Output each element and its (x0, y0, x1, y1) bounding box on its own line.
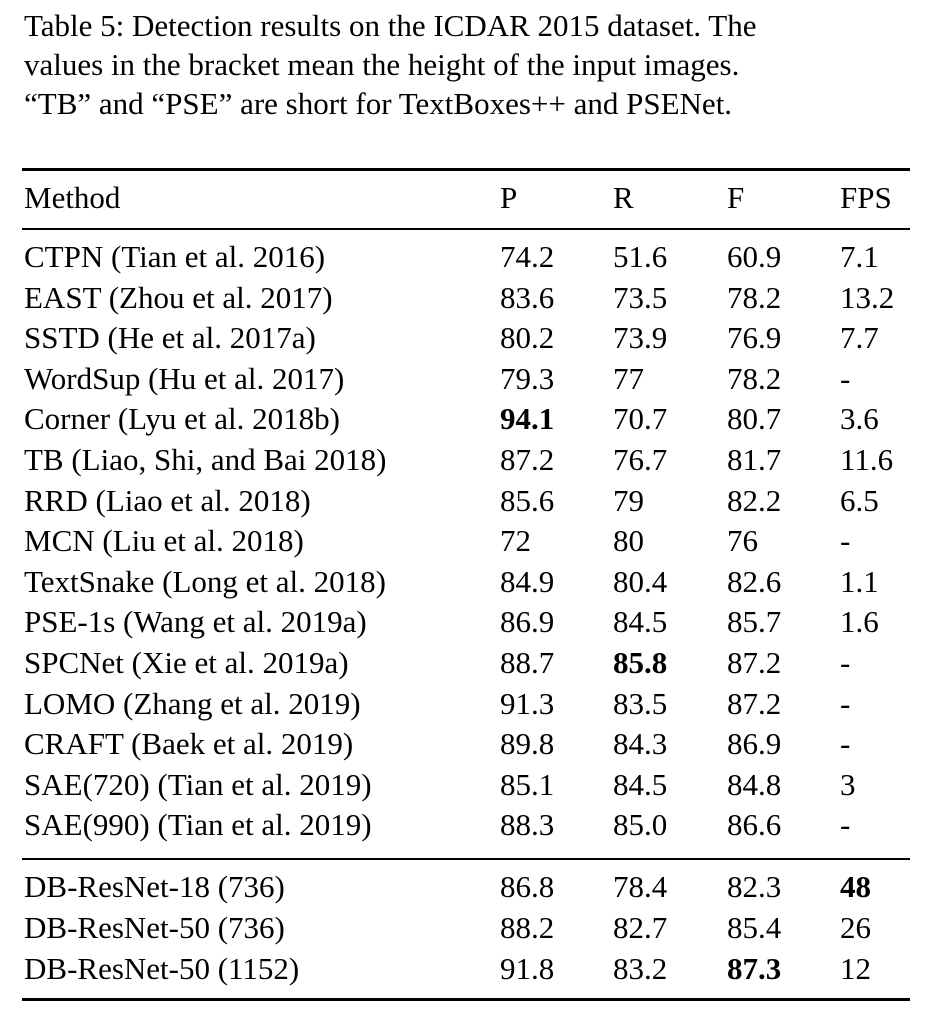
group-separator-rule (22, 858, 910, 860)
cell-method: LOMO (Zhang et al. 2019) (24, 685, 361, 721)
cell-fps: - (840, 726, 851, 762)
cell-f: 82.6 (727, 563, 782, 599)
cell-f: 87.2 (727, 685, 782, 721)
cell-p: 84.9 (500, 563, 555, 599)
cell-p: 85.6 (500, 482, 555, 518)
cell-p: 72 (500, 523, 531, 559)
cell-f: 78.2 (727, 360, 782, 396)
caption-line-1: Table 5: Detection results on the ICDAR 2015 dataset. The (24, 8, 757, 43)
cell-f: 60.9 (727, 239, 782, 274)
cell-f: 78.2 (727, 279, 782, 315)
cell-r: 76.7 (613, 442, 668, 477)
cell-r: 82.7 (613, 910, 668, 945)
cell-p: 88.2 (500, 910, 555, 945)
cell-r: 73.9 (613, 320, 668, 356)
caption-line-3: “TB” and “PSE” are short for TextBoxes++ and PSENet. (24, 86, 733, 121)
cell-fps: - (840, 807, 851, 843)
cell-method: SPCNet (Xie et al. 2019a) (24, 645, 349, 680)
cell-f: 85.4 (727, 910, 782, 945)
cell-f: 81.7 (727, 442, 782, 477)
cell-r: 83.5 (613, 685, 668, 721)
cell-f: 82.2 (727, 482, 782, 518)
cell-method: DB-ResNet-50 (1152) (24, 951, 300, 986)
cell-fps: - (840, 523, 851, 559)
cell-fps: 3 (840, 766, 856, 802)
cell-fps: - (840, 685, 851, 721)
cell-p: 88.3 (500, 807, 555, 843)
table-caption (24, 6, 914, 123)
cell-fps: 6.5 (840, 482, 879, 518)
cell-method: SSTD (He et al. 2017a) (24, 320, 316, 356)
cell-f: 87.2 (727, 645, 782, 680)
cell-fps: 3.6 (840, 401, 879, 437)
cell-r: 80.4 (613, 563, 668, 599)
cell-p: 87.2 (500, 442, 555, 477)
cell-f: 76 (727, 523, 758, 559)
cell-method: CRAFT (Baek et al. 2019) (24, 726, 354, 762)
cell-method: DB-ResNet-18 (736) (24, 869, 285, 904)
cell-fps: 13.2 (840, 279, 895, 315)
cell-r: 51.6 (613, 239, 668, 274)
cell-fps: - (840, 645, 851, 680)
header-rule (22, 228, 910, 230)
cell-f: 87.3 (727, 951, 782, 986)
cell-method: CTPN (Tian et al. 2016) (24, 239, 326, 274)
cell-method: SAE(990) (Tian et al. 2019) (24, 807, 372, 843)
cell-f: 86.9 (727, 726, 782, 762)
cell-method: TextSnake (Long et al. 2018) (24, 563, 386, 599)
cell-p: 86.9 (500, 604, 555, 640)
cell-fps: 7.7 (840, 320, 879, 356)
cell-method: EAST (Zhou et al. 2017) (24, 279, 333, 315)
cell-r: 77 (613, 360, 644, 396)
cell-p: 88.7 (500, 645, 555, 680)
cell-r: 84.5 (613, 604, 668, 640)
cell-r: 79 (613, 482, 644, 518)
cell-f: 86.6 (727, 807, 782, 843)
cell-method: RRD (Liao et al. 2018) (24, 482, 311, 518)
cell-p: 89.8 (500, 726, 555, 762)
cell-p: 83.6 (500, 279, 555, 315)
cell-p: 86.8 (500, 869, 555, 904)
cell-method: Corner (Lyu et al. 2018b) (24, 401, 340, 437)
header-fps: FPS (840, 180, 892, 215)
cell-p: 74.2 (500, 239, 555, 274)
cell-method: SAE(720) (Tian et al. 2019) (24, 766, 372, 802)
cell-fps: 1.6 (840, 604, 879, 640)
cell-r: 85.0 (613, 807, 668, 843)
cell-fps: 12 (840, 951, 871, 986)
cell-method: PSE-1s (Wang et al. 2019a) (24, 604, 367, 640)
cell-p: 80.2 (500, 320, 555, 356)
table-bottom-rule (22, 998, 910, 1001)
cell-f: 76.9 (727, 320, 782, 356)
cell-f: 82.3 (727, 869, 782, 904)
caption-line-2: values in the bracket mean the height of the input images. (24, 47, 740, 82)
header-f: F (727, 180, 745, 215)
cell-f: 85.7 (727, 604, 782, 640)
cell-r: 80 (613, 523, 644, 559)
cell-p: 94.1 (500, 401, 555, 437)
cell-r: 70.7 (613, 401, 668, 437)
cell-r: 78.4 (613, 869, 668, 904)
cell-fps: 1.1 (840, 563, 879, 599)
cell-p: 85.1 (500, 766, 555, 802)
cell-fps: 7.1 (840, 239, 879, 274)
header-p: P (500, 180, 518, 215)
header-method: Method (24, 180, 121, 215)
cell-method: DB-ResNet-50 (736) (24, 910, 285, 945)
cell-fps: 11.6 (840, 442, 894, 477)
cell-method: WordSup (Hu et al. 2017) (24, 360, 345, 396)
cell-p: 91.3 (500, 685, 555, 721)
cell-r: 73.5 (613, 279, 668, 315)
table-top-rule (22, 168, 910, 171)
cell-r: 84.3 (613, 726, 668, 762)
cell-r: 83.2 (613, 951, 668, 986)
cell-fps: - (840, 360, 851, 396)
cell-p: 91.8 (500, 951, 555, 986)
cell-method: MCN (Liu et al. 2018) (24, 523, 304, 559)
cell-method: TB (Liao, Shi, and Bai 2018) (24, 442, 387, 477)
cell-f: 84.8 (727, 766, 782, 802)
cell-r: 85.8 (613, 645, 668, 680)
cell-f: 80.7 (727, 401, 782, 437)
header-r: R (613, 180, 634, 215)
cell-p: 79.3 (500, 360, 555, 396)
cell-fps: 26 (840, 910, 871, 945)
cell-fps: 48 (840, 869, 871, 904)
cell-r: 84.5 (613, 766, 668, 802)
